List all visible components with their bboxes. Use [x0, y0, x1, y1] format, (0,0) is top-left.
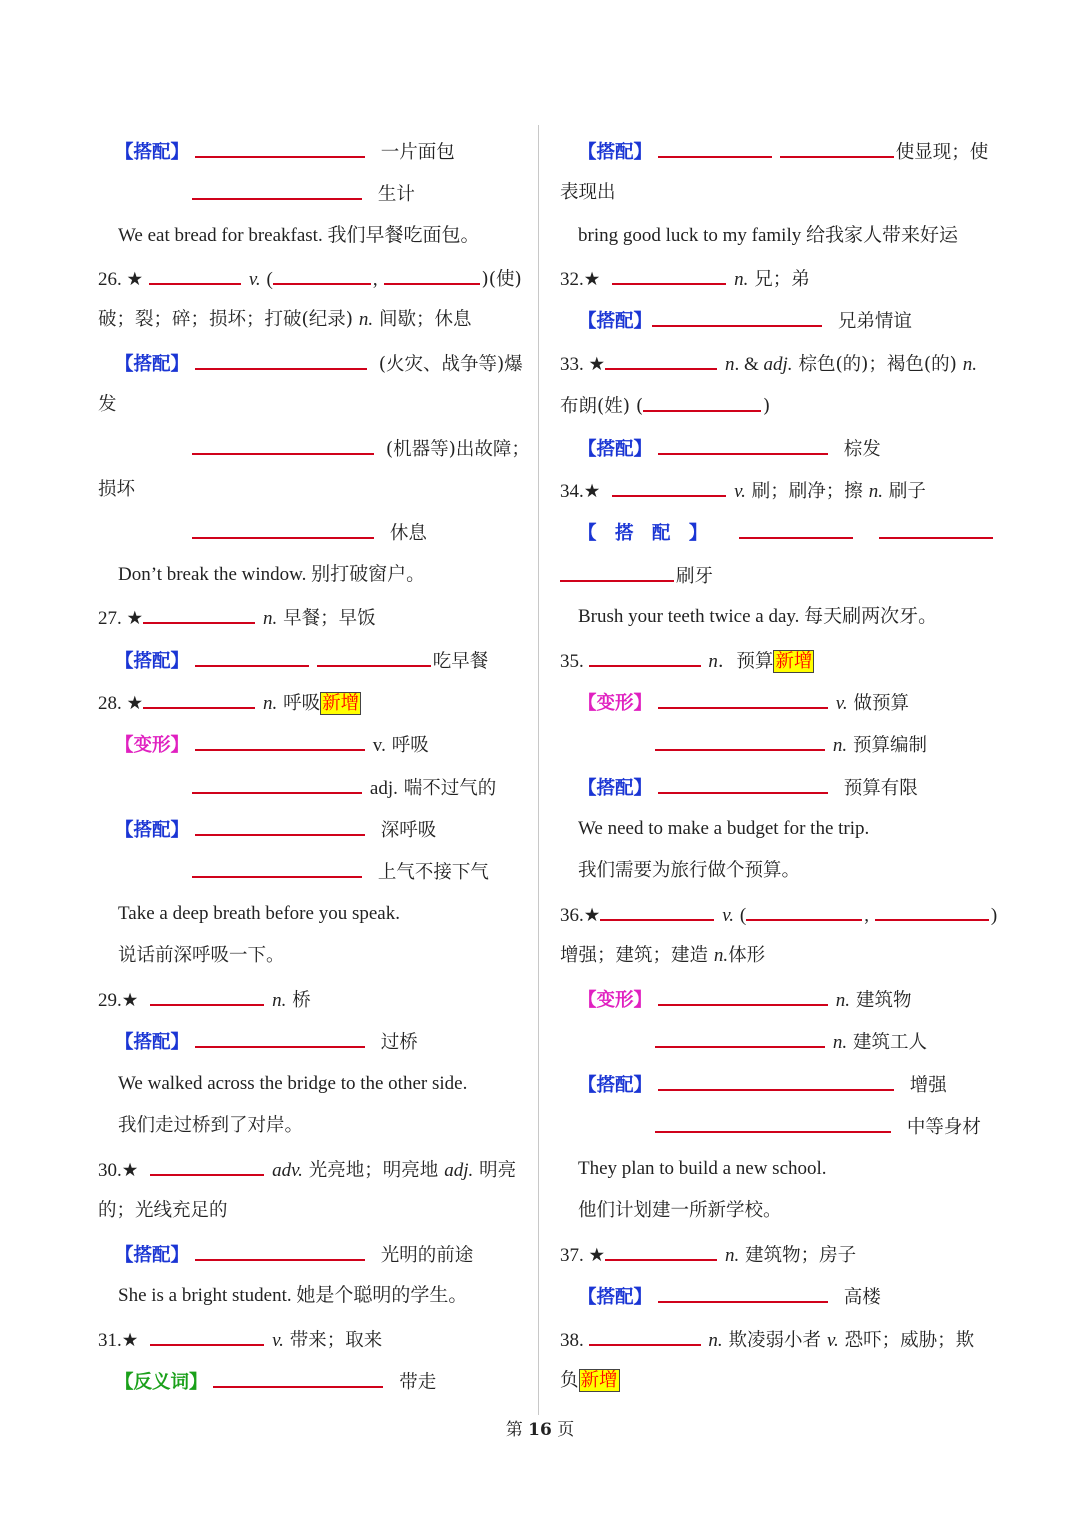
part-of-speech: v. — [734, 481, 746, 502]
example-sentence: We walked across the bridge to the other side. — [118, 1073, 468, 1094]
meaning-text: 生计 — [377, 184, 415, 205]
answer-blank[interactable] — [195, 350, 367, 370]
part-of-speech: n — [708, 651, 718, 672]
tag-dapei: 【 搭 配 】 — [578, 523, 714, 544]
example-sentence: We eat bread for breakfast. 我们早餐吃面包。 — [118, 225, 480, 246]
meaning-text: 损坏 — [98, 479, 136, 500]
entry-30 — [98, 1156, 516, 1182]
tag-dapei: 【搭配】 — [115, 651, 190, 672]
collocation-line — [115, 647, 488, 673]
star-icon: ★ — [121, 1160, 139, 1181]
new-badge: 新增 — [322, 693, 360, 714]
collocation-line — [192, 519, 427, 545]
variant-line — [655, 731, 927, 757]
part-of-speech: n. — [262, 693, 278, 714]
definition-text: 刷子 — [888, 481, 926, 502]
footer-suffix: 页 — [557, 1420, 575, 1440]
star-icon: ★ — [126, 269, 144, 290]
meaning-text: 喘不过气的 — [403, 778, 497, 799]
definition-text: 刷；刷净；擦 — [751, 481, 863, 502]
entry-34 — [560, 477, 926, 503]
definition-text: 桥 — [292, 990, 311, 1011]
answer-blank[interactable] — [143, 604, 255, 624]
collocation-line — [192, 858, 489, 884]
answer-blank[interactable] — [589, 1326, 701, 1346]
definition-line — [560, 392, 770, 418]
collocation-line — [578, 138, 988, 164]
answer-blank[interactable] — [560, 562, 674, 582]
answer-blank[interactable] — [879, 519, 993, 539]
tag-dapei: 【搭配】 — [115, 354, 190, 375]
entry-number: 32. — [560, 269, 584, 290]
definition-line — [98, 307, 471, 333]
meaning-text: 过桥 — [380, 1032, 418, 1053]
collocation-line — [578, 435, 881, 461]
answer-blank[interactable] — [192, 519, 374, 539]
answer-blank[interactable] — [658, 1283, 828, 1303]
answer-blank[interactable] — [195, 1028, 365, 1048]
definition-text: 体形 — [728, 945, 766, 966]
entry-29 — [98, 986, 311, 1012]
star-icon: ★ — [583, 905, 601, 926]
paren-close: ) — [990, 905, 998, 926]
answer-blank[interactable] — [150, 1156, 264, 1176]
answer-blank[interactable] — [195, 138, 365, 158]
footer-prefix: 第 — [505, 1420, 523, 1440]
meaning-text: 发 — [98, 394, 117, 415]
part-of-speech: adv. — [272, 1160, 303, 1181]
meaning-text: 深呼吸 — [380, 820, 437, 841]
paren-open: ( — [266, 269, 273, 290]
definition-text: 明亮 — [479, 1160, 517, 1181]
definition-text: 建筑物；房子 — [745, 1245, 857, 1266]
meaning-text: 吃早餐 — [432, 651, 489, 672]
collocation-line — [115, 816, 436, 842]
answer-blank[interactable] — [658, 1071, 894, 1091]
definition-text: 负 — [560, 1370, 579, 1391]
meaning-text: 预算有限 — [843, 778, 918, 799]
answer-blank[interactable] — [317, 647, 431, 667]
tag-dapei: 【搭配】 — [578, 1075, 653, 1096]
part-of-speech: n. — [724, 1245, 740, 1266]
answer-blank[interactable] — [192, 435, 374, 455]
answer-blank[interactable] — [600, 901, 714, 921]
star-icon: ★ — [583, 481, 601, 502]
tag-fanyici: 【反义词】 — [115, 1372, 208, 1393]
entry-number: 37. — [560, 1245, 589, 1266]
answer-blank[interactable] — [612, 265, 726, 285]
answer-blank[interactable] — [605, 350, 717, 370]
answer-blank[interactable] — [605, 1241, 717, 1261]
meaning-text: (机器等)出故障； — [385, 439, 530, 460]
example-translation: 说话前深呼吸一下。 — [118, 945, 285, 966]
meaning-text: 一片面包 — [380, 142, 455, 163]
variant-line — [115, 731, 429, 757]
part-of-speech: v. — [272, 1330, 284, 1351]
meaning-text: 建筑工人 — [853, 1032, 928, 1053]
answer-blank[interactable] — [746, 901, 862, 921]
collocation-line — [578, 519, 995, 545]
meaning-text: 预算编制 — [853, 735, 928, 756]
example-sentence: Take a deep breath before you speak. — [118, 903, 400, 924]
definition-text: 增强；建筑；建造 — [560, 945, 709, 966]
part-of-speech: n. — [962, 354, 977, 375]
answer-blank[interactable] — [655, 1028, 825, 1048]
collocation-line — [578, 1071, 947, 1097]
answer-blank[interactable] — [875, 901, 989, 921]
answer-blank[interactable] — [589, 647, 701, 667]
example-sentence: They plan to build a new school. — [578, 1158, 827, 1179]
definition-text: 呼吸 — [283, 693, 321, 714]
answer-blank[interactable] — [195, 731, 365, 751]
answer-blank[interactable] — [192, 180, 362, 200]
column-divider — [538, 125, 539, 1415]
entry-number: 28. — [98, 693, 127, 714]
entry-number: 36. — [560, 905, 584, 926]
example-translation: 我们需要为旅行做个预算。 — [578, 860, 801, 881]
paren-close: )(使) — [481, 269, 522, 290]
tag-dapei: 【搭配】 — [578, 778, 653, 799]
answer-blank[interactable] — [150, 986, 264, 1006]
entry-26 — [98, 265, 522, 291]
tag-bianxing: 【变形】 — [578, 693, 653, 714]
part-of-speech: n. — [358, 309, 374, 330]
ampersand: . & — [734, 354, 764, 375]
meaning-text: 高楼 — [843, 1287, 881, 1308]
star-icon: ★ — [121, 990, 139, 1011]
collocation-line — [115, 1241, 473, 1267]
entry-number: 38. — [560, 1330, 589, 1351]
entry-33 — [560, 350, 977, 376]
meaning-text: 兄弟情谊 — [837, 311, 912, 332]
variant-line — [578, 689, 909, 715]
definition-text: 恐吓；威胁；欺 — [844, 1330, 975, 1351]
tag-dapei: 【搭配】 — [115, 142, 190, 163]
answer-blank[interactable] — [643, 392, 761, 412]
answer-blank[interactable] — [195, 647, 309, 667]
answer-blank[interactable] — [192, 774, 362, 794]
part-of-speech: adj. — [763, 354, 793, 375]
collocation-line — [655, 1113, 981, 1139]
tag-dapei: 【搭配】 — [578, 1287, 653, 1308]
answer-blank[interactable] — [143, 689, 255, 709]
part-of-speech: adj. — [444, 1160, 474, 1181]
page-number: 16 — [528, 1420, 552, 1440]
entry-number: 34. — [560, 481, 584, 502]
answer-blank[interactable] — [149, 265, 241, 285]
meaning-text: 做预算 — [853, 693, 909, 714]
entry-32 — [560, 265, 810, 291]
collocation-line — [115, 1028, 418, 1054]
meaning-text: 建筑物 — [855, 990, 912, 1011]
part-of-speech: v. — [722, 905, 735, 926]
definition-text: 兄；弟 — [754, 269, 810, 290]
definition-text: 间歇；休息 — [378, 309, 472, 330]
comma: , — [864, 905, 869, 926]
part-of-speech: n. — [272, 990, 287, 1011]
meaning-text: 增强 — [909, 1075, 947, 1096]
star-icon: ★ — [588, 354, 606, 375]
answer-blank[interactable] — [658, 986, 828, 1006]
star-icon: ★ — [121, 1330, 139, 1351]
star-icon: ★ — [588, 1245, 606, 1266]
example-sentence: We need to make a budget for the trip. — [578, 818, 870, 839]
answer-blank[interactable] — [192, 858, 362, 878]
answer-blank[interactable] — [652, 307, 822, 327]
answer-blank[interactable] — [655, 1113, 891, 1133]
variant-line — [192, 774, 496, 800]
part-of-speech: n. — [832, 735, 848, 756]
tag-dapei: 【搭配】 — [115, 1245, 190, 1266]
new-badge: 新增 — [775, 651, 813, 672]
definition-text: 布朗(姓) ( — [560, 396, 644, 417]
example-sentence: bring good luck to my family 给我家人带来好运 — [578, 225, 958, 246]
meaning-text: 棕发 — [843, 439, 881, 460]
comma: , — [372, 269, 378, 290]
meaning-text: 表现出 — [560, 182, 616, 203]
answer-blank[interactable] — [612, 477, 726, 497]
answer-blank[interactable] — [655, 731, 825, 751]
definition-text: 棕色(的)；褐色(的) — [798, 354, 957, 375]
collocation-line — [115, 350, 523, 376]
meaning-text: (火灾、战争等)爆 — [378, 354, 523, 375]
meaning-text: 刷牙 — [676, 566, 714, 587]
entry-number: 35. — [560, 651, 589, 672]
example-translation: 我们走过桥到了对岸。 — [118, 1115, 304, 1136]
tag-dapei: 【搭配】 — [578, 311, 653, 332]
answer-blank[interactable] — [780, 138, 894, 158]
tag-dapei: 【搭配】 — [115, 820, 190, 841]
entry-number: 30. — [98, 1160, 122, 1181]
definition-text: 的；光线充足的 — [98, 1200, 228, 1221]
star-icon: ★ — [126, 693, 144, 714]
meaning-text: 上气不接下气 — [377, 862, 489, 883]
example-sentence: Don’t break the window. 别打破窗户。 — [118, 564, 426, 585]
definition-text: 破；裂；碎；损坏；打破(纪录) — [98, 309, 353, 330]
page-footer — [0, 1418, 1080, 1442]
answer-blank[interactable] — [195, 1241, 365, 1261]
part-of-speech: v. — [835, 693, 848, 714]
meaning-text: 中等身材 — [906, 1117, 981, 1138]
tag-bianxing: 【变形】 — [115, 735, 190, 756]
paren-open: ( — [739, 905, 747, 926]
answer-blank[interactable] — [658, 138, 772, 158]
part-of-speech: n. — [262, 608, 278, 629]
tag-bianxing: 【变形】 — [578, 990, 653, 1011]
part-of-speech: n. — [868, 481, 883, 502]
collocation-line — [115, 138, 455, 164]
entry-number: 27. — [98, 608, 127, 629]
part-of-speech: v. — [826, 1330, 839, 1351]
part-of-speech: n. — [832, 1032, 848, 1053]
collocation-line — [578, 1283, 881, 1309]
tag-dapei: 【搭配】 — [578, 142, 653, 163]
definition-line — [560, 943, 765, 969]
definition-text: 带来；取来 — [289, 1330, 383, 1351]
part-of-speech: v. — [372, 735, 386, 756]
entry-36 — [560, 901, 997, 927]
collocation-line — [192, 180, 415, 206]
meaning-text: 呼吸 — [391, 735, 429, 756]
answer-blank[interactable] — [658, 689, 828, 709]
example-translation: 他们计划建一所新学校。 — [578, 1200, 782, 1221]
meaning-text: 使显现；使 — [895, 142, 989, 163]
answer-blank[interactable] — [739, 519, 853, 539]
part-of-speech: v. — [248, 269, 261, 290]
meaning-text: 光明的前途 — [380, 1245, 474, 1266]
definition-text: 早餐；早饭 — [283, 608, 376, 629]
answer-blank[interactable] — [658, 435, 828, 455]
variant-line — [578, 986, 911, 1012]
star-icon: ★ — [583, 269, 601, 290]
part-of-speech: n. — [713, 945, 729, 966]
entry-37 — [560, 1241, 856, 1267]
example-sentence: Brush your teeth twice a day. 每天刷两次牙。 — [578, 606, 938, 627]
definition-text: 光亮地；明亮地 — [308, 1160, 439, 1181]
answer-blank[interactable] — [384, 265, 480, 285]
answer-blank[interactable] — [273, 265, 371, 285]
tag-dapei: 【搭配】 — [578, 439, 653, 460]
definition-text: 预算 — [736, 651, 774, 672]
collocation-line — [578, 307, 912, 333]
meaning-text: 带走 — [399, 1372, 437, 1393]
definition-line — [560, 1368, 620, 1394]
new-badge: 新增 — [580, 1370, 618, 1391]
part-of-speech: n. — [734, 269, 749, 290]
entry-35 — [560, 647, 814, 673]
meaning-text: 休息 — [389, 523, 427, 544]
tag-dapei: 【搭配】 — [115, 1032, 190, 1053]
example-sentence: She is a bright student. 她是个聪明的学生。 — [118, 1285, 468, 1306]
entry-number: 26. — [98, 269, 127, 290]
collocation-line — [192, 435, 530, 461]
answer-blank[interactable] — [195, 816, 365, 836]
collocation-line — [578, 774, 918, 800]
entry-38 — [560, 1326, 974, 1352]
part-of-speech: n. — [708, 1330, 723, 1351]
paren-close: ) — [763, 396, 771, 417]
answer-blank[interactable] — [658, 774, 828, 794]
definition-text: 欺凌弱小者 — [728, 1330, 822, 1351]
entry-31 — [98, 1326, 382, 1352]
answer-blank[interactable] — [150, 1326, 264, 1346]
answer-blank[interactable] — [213, 1368, 383, 1388]
entry-number: 33. — [560, 354, 589, 375]
entry-28 — [98, 689, 361, 715]
entry-number: 29. — [98, 990, 122, 1011]
part-of-speech: adj. — [369, 778, 398, 799]
collocation-line — [560, 562, 713, 588]
star-icon: ★ — [126, 608, 144, 629]
entry-27 — [98, 604, 376, 630]
antonym-line — [115, 1368, 436, 1394]
part-of-speech: n — [724, 354, 735, 375]
variant-line — [655, 1028, 927, 1054]
dot: ． — [717, 651, 737, 672]
entry-number: 31. — [98, 1330, 122, 1351]
part-of-speech: n. — [835, 990, 851, 1011]
